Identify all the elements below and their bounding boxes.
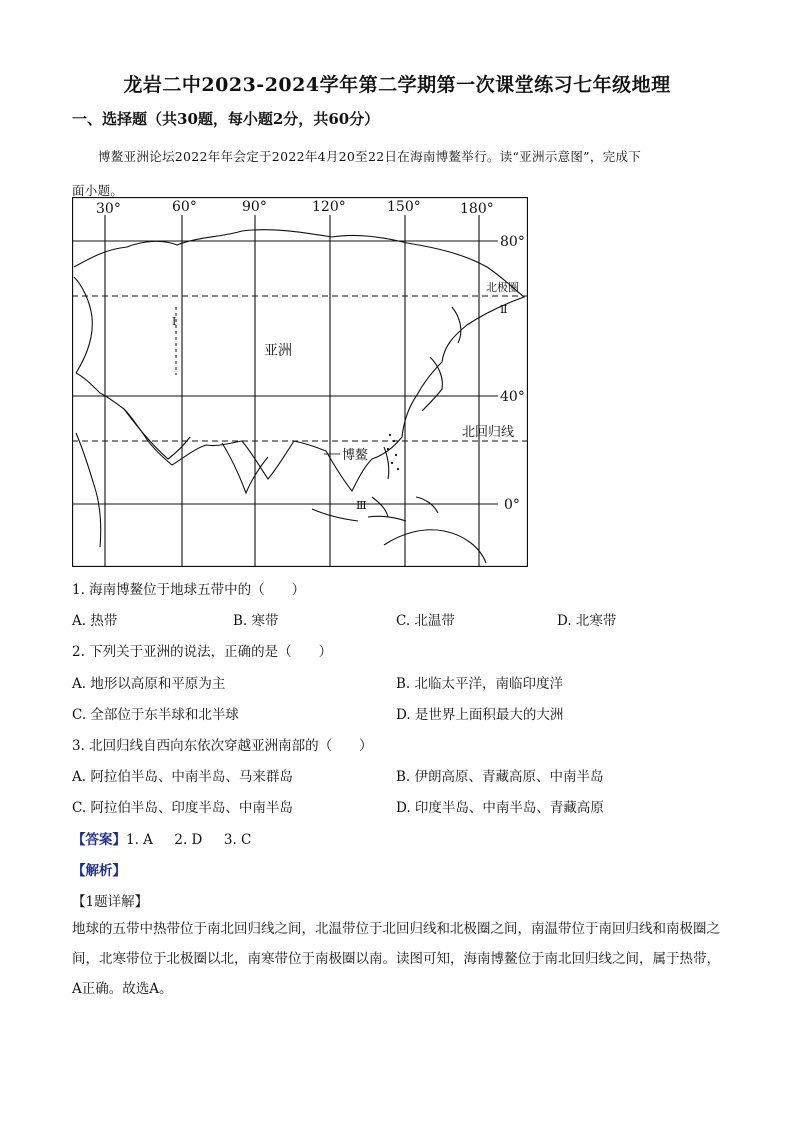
section-heading: 一、选择题（共30题，每小题2分，共60分） bbox=[72, 110, 380, 128]
q2-option-a: A. 地形以高原和平原为主 bbox=[72, 676, 226, 692]
boao-label: 博鳌 bbox=[342, 448, 369, 463]
intro-line-1: 博鳌亚洲论坛2022年年会定于2022年4月20至22日在海南博鳌举行。读“亚洲示意图”，完成下 bbox=[98, 149, 642, 164]
tropic-cancer-label: 北回归线 bbox=[462, 425, 515, 440]
question-1-stem: 1. 海南博鳌位于地球五带中的（ ） bbox=[72, 582, 306, 598]
question-2-stem: 2. 下列关于亚洲的说法，正确的是（ ） bbox=[72, 644, 333, 660]
q1-option-a: A. 热带 bbox=[72, 613, 118, 629]
lat-label-0: 0° bbox=[504, 497, 520, 513]
detail-text: 地球的五带中热带位于南北回归线之间，北温带位于北回归线和北极圈之间，南温带位于南回归线和南极圈之间，北寒带位于北极圈以北，南寒带位于南极圈以南。读图可知，海南博鳌位于南北回归线之间，属于热带，A正确。故选A。 bbox=[72, 921, 720, 997]
arctic-circle-label: 北极圈 bbox=[486, 281, 519, 294]
question-3-stem: 3. 北回归线自西向东依次穿越亚洲南部的（ ） bbox=[72, 738, 373, 754]
detail-label: 【1题详解】 bbox=[72, 894, 149, 910]
answer-1: 1. A bbox=[126, 832, 153, 848]
analysis-label: 【解析】 bbox=[72, 863, 126, 879]
intro-line-2: 面小题。 bbox=[72, 183, 124, 198]
marker-II-label: Ⅱ bbox=[500, 303, 508, 316]
asia-label: 亚洲 bbox=[264, 343, 292, 359]
page-title: 龙岩二中2023-2024学年第二学期第一次课堂练习七年级地理 bbox=[123, 74, 671, 96]
answer-3: 3. C bbox=[223, 832, 252, 848]
q3-option-c: C. 阿拉伯半岛、印度半岛、中南半岛 bbox=[72, 800, 293, 816]
answer-2: 2. D bbox=[174, 832, 203, 848]
lat-label-80: 80° bbox=[500, 234, 525, 250]
q3-option-d: D. 印度半岛、中南半岛、青藏高原 bbox=[396, 800, 604, 816]
q1-option-d: D. 北寒带 bbox=[557, 613, 617, 629]
marker-III-label: Ⅲ bbox=[356, 499, 367, 512]
map-frame bbox=[73, 198, 528, 567]
lon-label-150: 150° bbox=[387, 199, 421, 215]
lon-label-30: 30° bbox=[96, 201, 121, 217]
answer-line bbox=[72, 828, 251, 848]
q3-option-b: B. 伊朗高原、青藏高原、中南半岛 bbox=[396, 769, 604, 785]
lon-label-90: 90° bbox=[242, 199, 267, 215]
lon-label-180: 180° bbox=[460, 201, 494, 217]
marker-I-label: Ⅰ bbox=[172, 315, 177, 328]
q2-option-d: D. 是世界上面积最大的大洲 bbox=[396, 707, 564, 723]
q2-option-c: C. 全部位于东半球和北半球 bbox=[72, 707, 239, 723]
q2-option-b: B. 北临太平洋，南临印度洋 bbox=[396, 676, 564, 692]
lon-label-60: 60° bbox=[172, 199, 197, 215]
lon-label-120: 120° bbox=[312, 199, 346, 215]
answer-label: 【答案】 bbox=[72, 832, 126, 848]
q1-option-b: B. 寒带 bbox=[233, 613, 279, 629]
lat-label-40: 40° bbox=[500, 389, 525, 405]
asia-map bbox=[72, 197, 528, 567]
q1-option-c: C. 北温带 bbox=[396, 613, 455, 629]
q3-option-a: A. 阿拉伯半岛、中南半岛、马来群岛 bbox=[72, 769, 293, 785]
